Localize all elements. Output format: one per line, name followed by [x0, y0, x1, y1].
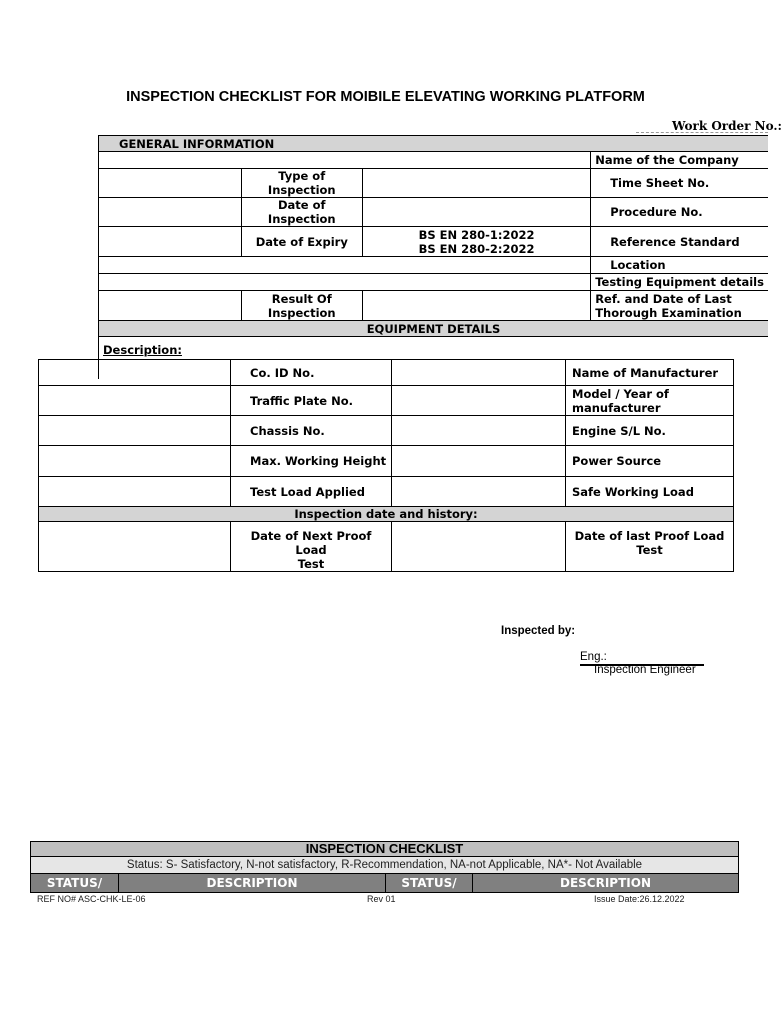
blank-cell[interactable]: [99, 291, 242, 321]
reference-standard-label: Reference Standard: [591, 227, 768, 257]
document-title: INSPECTION CHECKLIST FOR MOIBILE ELEVATING WORKING PLATFORM: [126, 89, 645, 105]
last-proof-load-label: [566, 522, 734, 572]
next-proof-line-1: Date of Next Proof Load: [250, 529, 372, 557]
work-order-line: [636, 132, 768, 133]
last-proof-line-1: Date of last Proof Load: [574, 529, 725, 543]
date-of-inspection-value[interactable]: [362, 198, 590, 227]
equipment-table: [38, 359, 734, 572]
blank-cell[interactable]: [39, 386, 231, 416]
general-info-heading: GENERAL INFORMATION: [99, 136, 769, 152]
co-id-label: Co. ID No.: [231, 360, 392, 386]
engineer-signature-label: Eng.:: [580, 651, 607, 663]
date-of-expiry-label: Date of Expiry: [241, 227, 362, 257]
footer-ref: REF NO# ASC-CHK-LE-06: [37, 894, 146, 904]
footer-rev: Rev 01: [367, 894, 396, 904]
type-of-inspection-value[interactable]: [362, 169, 590, 198]
name-of-company-label: Name of the Company: [591, 152, 768, 169]
testing-equipment-value-cell[interactable]: [99, 274, 591, 291]
equipment-details-heading: EQUIPMENT DETAILS: [99, 321, 769, 337]
next-proof-load-label: [231, 522, 392, 572]
blank-cell[interactable]: [99, 198, 242, 227]
result-of-inspection-label: Result Of Inspection: [241, 291, 362, 321]
power-source-label: Power Source: [566, 446, 734, 477]
ref-date-line-2: Thorough Examination: [595, 305, 742, 320]
last-examination-label: [591, 291, 768, 321]
next-proof-load-value[interactable]: [392, 522, 566, 572]
status-column-header: STATUS/: [386, 874, 473, 893]
manufacturer-label: Name of Manufacturer: [566, 360, 734, 386]
engine-sl-label: Engine S/L No.: [566, 416, 734, 446]
safe-working-load-label: Safe Working Load: [566, 477, 734, 507]
blank-cell[interactable]: [99, 169, 242, 198]
general-information-table: [98, 135, 768, 379]
chassis-label: Chassis No.: [231, 416, 392, 446]
result-of-inspection-value[interactable]: [362, 291, 590, 321]
blank-cell[interactable]: [39, 416, 231, 446]
standards-value: [362, 227, 590, 257]
inspection-checklist-table: [30, 841, 739, 893]
testing-equipment-label: Testing Equipment details: [591, 274, 768, 291]
max-height-label: Max. Working Height: [231, 446, 392, 477]
co-id-value[interactable]: [392, 360, 566, 386]
test-load-value[interactable]: [392, 477, 566, 507]
model-year-line-2: manufacturer: [572, 400, 661, 415]
ref-date-line-1: Ref. and Date of Last: [595, 291, 732, 306]
inspected-by-label: Inspected by:: [501, 625, 576, 637]
next-proof-line-2: Test: [297, 557, 325, 571]
max-height-value[interactable]: [392, 446, 566, 477]
description-column-header: DESCRIPTION: [473, 874, 739, 893]
blank-cell[interactable]: [39, 446, 231, 477]
history-heading: Inspection date and history:: [39, 507, 734, 522]
status-legend: Status: S- Satisfactory, N-not satisfactory, R-Recommendation, NA-not Applicable, NA*- Not Available: [31, 857, 739, 874]
chassis-value[interactable]: [392, 416, 566, 446]
footer-issue-date: Issue Date:26.12.2022: [594, 894, 685, 904]
time-sheet-label: Time Sheet No.: [591, 169, 768, 198]
blank-cell[interactable]: [99, 227, 242, 257]
type-of-inspection-label: Type of Inspection: [241, 169, 362, 198]
description-label: Description:: [99, 337, 769, 379]
traffic-plate-value[interactable]: [392, 386, 566, 416]
location-label: Location: [591, 257, 768, 274]
status-column-header: STATUS/: [31, 874, 119, 893]
work-order-label: Work Order No.:: [672, 119, 782, 133]
standard-2: BS EN 280-2:2022: [418, 241, 535, 256]
description-column-header: DESCRIPTION: [119, 874, 386, 893]
test-load-label: Test Load Applied: [231, 477, 392, 507]
company-value-cell[interactable]: [99, 152, 591, 169]
procedure-no-label: Procedure No.: [591, 198, 768, 227]
inspection-engineer-label: Inspection Engineer: [594, 664, 696, 676]
traffic-plate-label: Traffic Plate No.: [231, 386, 392, 416]
location-value-cell[interactable]: [99, 257, 591, 274]
blank-cell[interactable]: [39, 477, 231, 507]
blank-cell[interactable]: [39, 360, 231, 386]
date-of-inspection-label: Date of Inspection: [241, 198, 362, 227]
blank-cell[interactable]: [39, 522, 231, 572]
last-proof-line-2: Test: [636, 543, 663, 557]
checklist-heading: INSPECTION CHECKLIST: [31, 842, 739, 857]
model-year-line-1: Model / Year of: [572, 386, 669, 401]
standard-1: BS EN 280-1:2022: [418, 227, 535, 242]
model-year-label: [566, 386, 734, 416]
